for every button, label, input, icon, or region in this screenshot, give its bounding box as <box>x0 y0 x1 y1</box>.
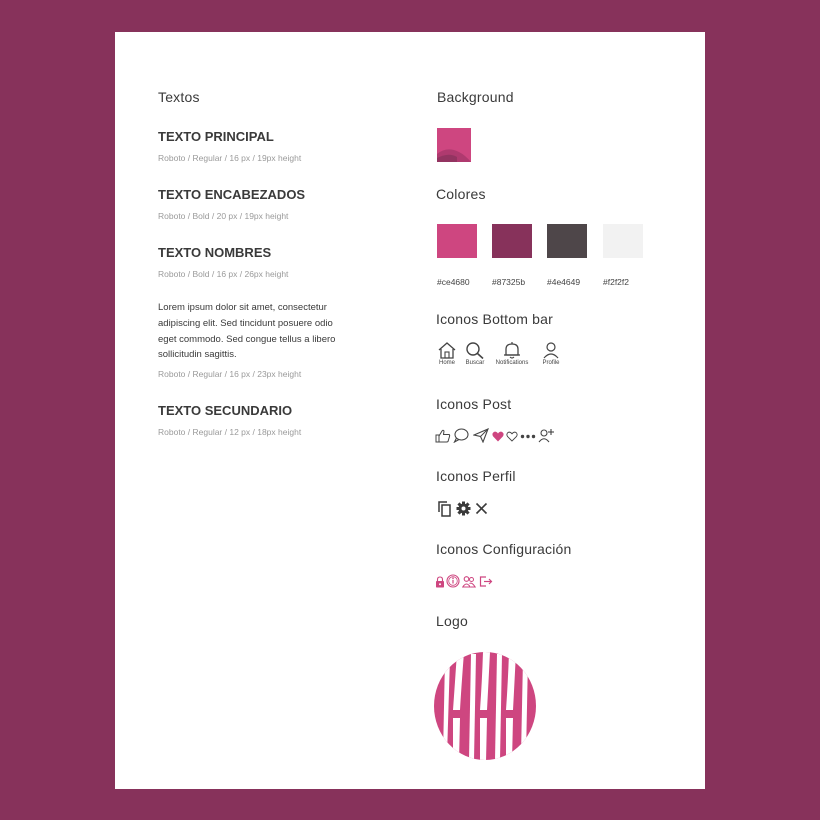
nav-item-profile[interactable] <box>531 341 571 366</box>
send-icon[interactable] <box>473 428 489 443</box>
lorem-paragraph <box>158 300 358 363</box>
post-icons-heading: Iconos Post <box>436 396 512 412</box>
lorem-line: adipiscing elit. Sed tincidunt posuere odio <box>158 317 333 329</box>
color-hex-label: #f2f2f2 <box>603 277 629 287</box>
lorem-line: sollicitudin sagittis. <box>158 349 237 361</box>
home-icon <box>437 341 457 359</box>
lock-icon[interactable] <box>435 576 445 588</box>
post-icons-row <box>435 427 565 445</box>
lorem-line: Lorem ipsum dolor sit amet, consectetur <box>158 302 327 313</box>
nav-item-notifications[interactable] <box>492 341 532 366</box>
copy-icon[interactable] <box>437 500 452 517</box>
bottom-bar-heading: Iconos Bottom bar <box>436 311 554 327</box>
color-hex-label: #87325b <box>492 277 526 287</box>
type-style-title: TEXTO SECUNDARIO <box>158 403 293 418</box>
color-swatch <box>437 224 477 258</box>
logo-heading: Logo <box>436 613 468 629</box>
nav-item-buscar[interactable] <box>455 341 495 366</box>
more-dots-icon[interactable] <box>520 434 536 439</box>
textos-heading: Textos <box>158 89 200 105</box>
info-icon[interactable] <box>446 574 460 588</box>
type-style-title: TEXTO NOMBRES <box>158 245 272 260</box>
user-icon <box>541 341 561 359</box>
color-hex-label: #ce4680 <box>437 277 470 287</box>
color-swatch <box>603 224 643 258</box>
comment-icon[interactable] <box>453 428 469 443</box>
logout-icon[interactable] <box>479 575 493 588</box>
nav-label: Home <box>438 360 455 366</box>
gear-icon[interactable] <box>456 501 471 516</box>
thumbs-up-icon[interactable] <box>435 429 451 443</box>
color-hex-label: #4e4649 <box>547 277 581 287</box>
search-icon <box>465 341 485 359</box>
config-icons-heading: Iconos Configuración <box>436 541 572 557</box>
lorem-spec: Roboto / Regular / 16 px / 23px height <box>158 369 302 379</box>
close-icon[interactable] <box>475 502 488 515</box>
heart-filled-icon[interactable] <box>492 431 504 442</box>
brand-logo-icon <box>431 652 539 762</box>
background-texture-icon <box>437 128 471 162</box>
type-style-spec: Roboto / Regular / 16 px / 19px height <box>158 153 302 163</box>
color-swatch <box>492 224 532 258</box>
add-user-icon[interactable] <box>538 428 554 443</box>
type-style-title: TEXTO PRINCIPAL <box>158 129 274 144</box>
background-sample <box>437 128 471 162</box>
logo <box>431 652 539 762</box>
background-heading: Background <box>437 89 514 105</box>
bell-icon <box>502 341 522 359</box>
nav-label: Profile <box>542 360 560 366</box>
colores-heading: Colores <box>436 186 486 202</box>
profile-icons-heading: Iconos Perfil <box>436 468 516 484</box>
type-style-spec: Roboto / Bold / 20 px / 19px height <box>158 211 289 221</box>
type-style-spec: Roboto / Regular / 12 px / 18px height <box>158 427 302 437</box>
lorem-line: eget commodo. Sed congue tellus a libero <box>158 333 336 345</box>
profile-icons-row <box>437 500 497 518</box>
style-guide-sheet <box>115 32 705 789</box>
color-swatch <box>547 224 587 258</box>
nav-label: Buscar <box>465 360 485 366</box>
nav-label: Notifications <box>495 360 529 366</box>
type-style-title: TEXTO ENCABEZADOS <box>158 187 306 202</box>
type-style-spec: Roboto / Bold / 16 px / 26px height <box>158 269 289 279</box>
heart-outline-icon[interactable] <box>506 431 518 442</box>
config-icons-row <box>435 574 505 590</box>
users-icon[interactable] <box>462 575 476 588</box>
